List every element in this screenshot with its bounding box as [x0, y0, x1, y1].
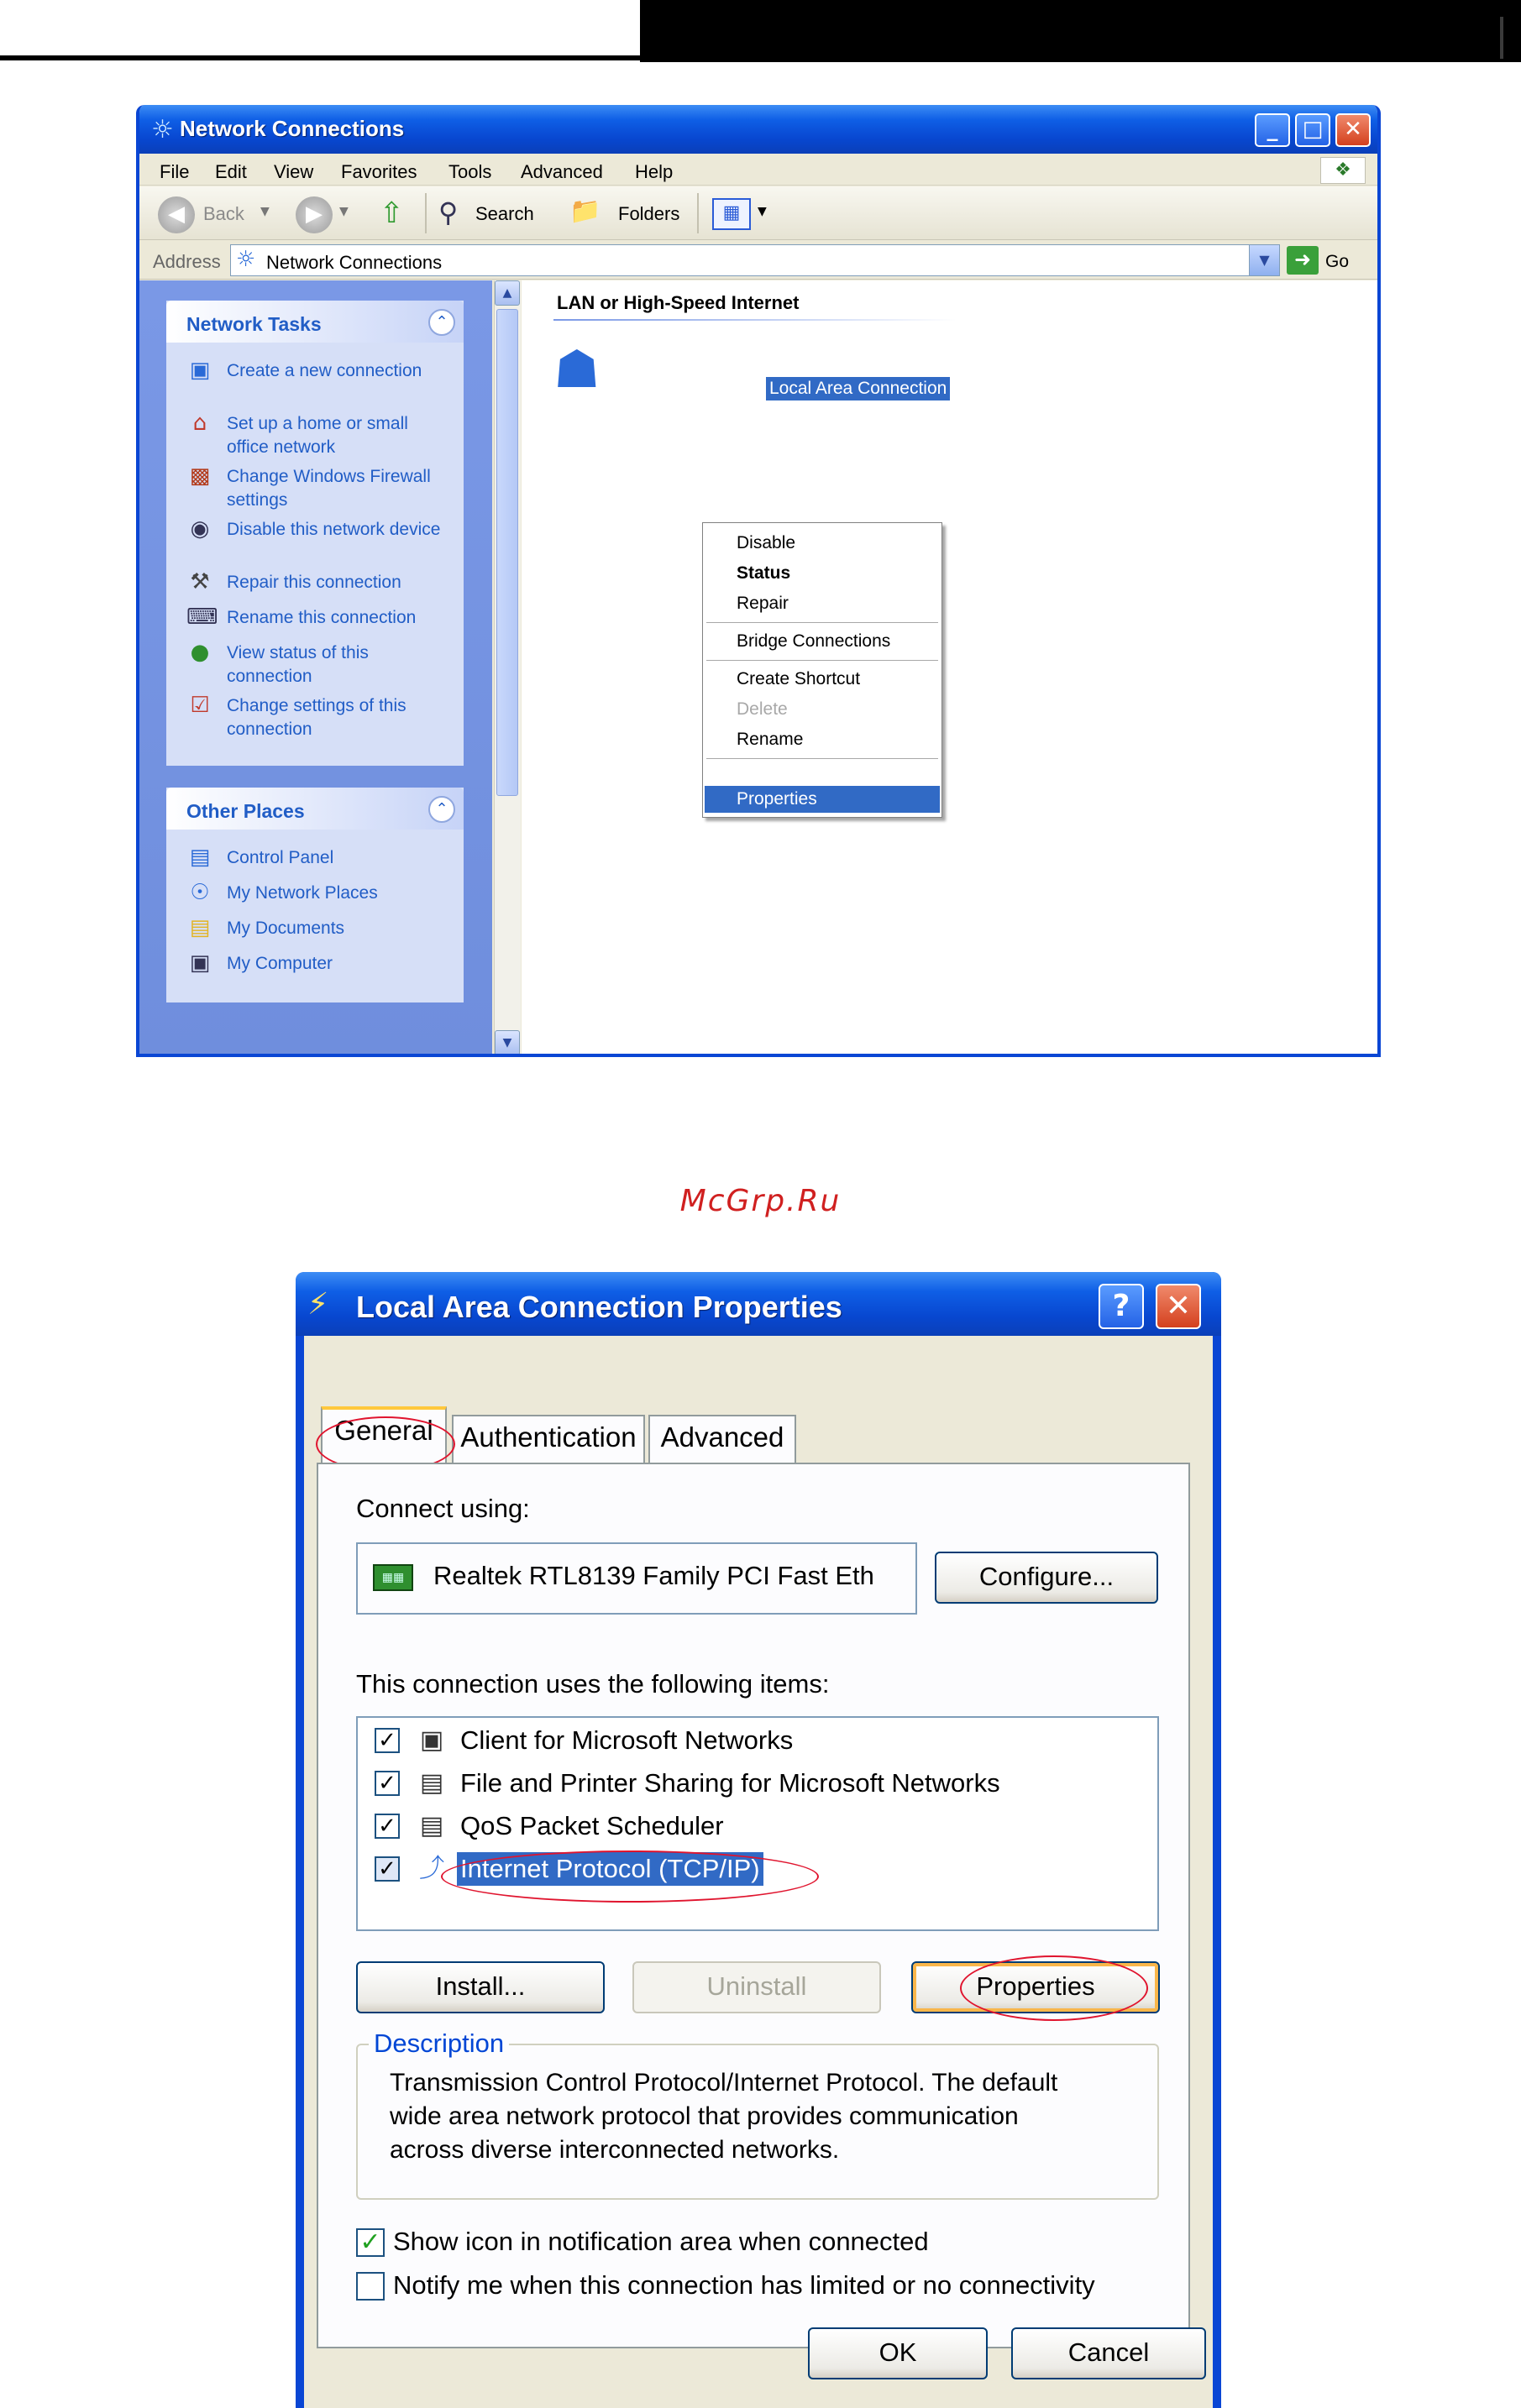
task-create-connection[interactable]	[186, 358, 455, 405]
collapse-chevron-icon[interactable]: ⌃	[428, 309, 455, 336]
address-value: Network Connections	[266, 252, 443, 273]
properties-dialog	[296, 1272, 1221, 2408]
place-documents[interactable]	[186, 915, 455, 944]
folder-up-icon[interactable]: ⇧	[380, 196, 404, 230]
settings-icon: ☑	[190, 693, 210, 718]
notify-checkbox[interactable]	[356, 2272, 385, 2301]
cancel-button[interactable]: Cancel	[1011, 2327, 1206, 2379]
watermark: McGrp.Ru	[679, 1184, 842, 1218]
menu-advanced[interactable]: Advanced	[521, 161, 603, 182]
go-button[interactable]: Go	[1325, 252, 1350, 271]
place-label: Control Panel	[227, 848, 334, 867]
go-arrow-icon[interactable]: ➜	[1287, 246, 1319, 275]
computer-icon: ▣	[419, 1725, 444, 1755]
task-label: Create a new connection	[227, 361, 422, 380]
task-label: Rename this connection	[227, 608, 417, 627]
rename-icon: ⌨	[186, 605, 218, 630]
search-button[interactable]: Search	[475, 203, 534, 224]
lan-connection-icon[interactable]: ☗	[553, 338, 601, 400]
menu-separator	[706, 660, 938, 661]
menu-item-properties[interactable]: Properties	[705, 786, 940, 813]
item-label: QoS Packet Scheduler	[460, 1811, 724, 1840]
printer-icon: ▤	[419, 1768, 444, 1798]
tab-authentication[interactable]: Authentication	[452, 1415, 645, 1463]
task-home-network[interactable]	[186, 411, 455, 458]
address-label: Address	[153, 251, 221, 272]
description-line: across diverse interconnected networks.	[390, 2136, 840, 2164]
folders-button[interactable]: Folders	[618, 203, 680, 224]
network-tasks-body	[166, 343, 464, 766]
dialog-close-button[interactable]: ✕	[1156, 1284, 1201, 1329]
disable-device-icon: ◉	[190, 516, 210, 542]
show-icon-checkbox[interactable]: ✓	[356, 2228, 385, 2257]
checkbox-client[interactable]: ✓	[375, 1728, 400, 1753]
tab-general[interactable]: General	[321, 1406, 447, 1465]
install-button[interactable]: Install...	[356, 1961, 605, 2013]
place-label: My Network Places	[227, 883, 378, 903]
close-button[interactable]: ✕	[1335, 113, 1371, 147]
description-line: wide area network protocol that provides communication	[390, 2102, 1019, 2130]
title-bar	[139, 105, 1377, 154]
task-disable-device[interactable]	[186, 516, 455, 563]
scroll-up-icon[interactable]: ▲	[495, 280, 520, 306]
list-item-file-sharing[interactable]	[375, 1764, 1130, 1803]
connections-view	[522, 280, 1377, 1057]
menu-file[interactable]: File	[160, 161, 190, 182]
menu-edit[interactable]: Edit	[215, 161, 247, 182]
maximize-button[interactable]: □	[1295, 113, 1330, 147]
network-adapter-icon: ▦▦	[373, 1564, 413, 1591]
back-dropdown-icon[interactable]: ▼	[260, 205, 270, 218]
menu-tools[interactable]: Tools	[448, 161, 492, 182]
task-firewall[interactable]	[186, 463, 455, 510]
checkbox-tcpip[interactable]: ✓	[375, 1856, 400, 1882]
protocol-icon: ⤴	[419, 1854, 444, 1883]
place-control-panel[interactable]	[186, 845, 455, 873]
network-places-icon: ☉	[190, 880, 210, 905]
menu-item-create-shortcut[interactable]: Create Shortcut	[737, 669, 861, 688]
menu-item-delete: Delete	[737, 699, 788, 719]
control-panel-icon: ▤	[189, 845, 211, 870]
minimize-button[interactable]: _	[1255, 113, 1290, 147]
menu-item-rename[interactable]: Rename	[737, 730, 804, 749]
task-change-settings[interactable]	[186, 693, 455, 740]
firewall-icon: ▩	[189, 463, 211, 489]
other-places-title: Other Places	[186, 800, 305, 822]
general-tab-page	[317, 1463, 1190, 2348]
address-bar	[139, 241, 1377, 280]
vertical-scrollbar[interactable]	[494, 280, 521, 1057]
address-dropdown-icon[interactable]: ▼	[1249, 245, 1279, 275]
menu-separator	[706, 622, 938, 623]
toolbar	[139, 186, 1377, 240]
menu-view[interactable]: View	[274, 161, 314, 182]
other-places-panel	[166, 788, 464, 1002]
tab-advanced[interactable]: Advanced	[648, 1415, 796, 1463]
item-label: File and Printer Sharing for Microsoft Networks	[460, 1768, 1000, 1798]
properties-button[interactable]: Properties	[911, 1961, 1160, 2013]
network-tasks-panel	[166, 301, 464, 766]
network-tasks-header[interactable]	[166, 301, 464, 343]
scroll-thumb[interactable]	[496, 309, 518, 796]
other-places-body	[166, 830, 464, 1002]
computer-icon: ▣	[189, 950, 211, 976]
documents-icon: ▤	[189, 915, 211, 940]
header-rule	[0, 55, 640, 60]
folders-icon[interactable]: 📁	[569, 196, 601, 226]
task-label: Set up a home or small office network	[227, 414, 408, 457]
dialog-body	[304, 1336, 1213, 2408]
status-icon: ●	[190, 640, 210, 665]
ok-button[interactable]: OK	[808, 2327, 988, 2379]
scheduler-icon: ▤	[419, 1811, 444, 1840]
network-connection-icon: ⚡	[307, 1287, 329, 1322]
items-label: This connection uses the following items:	[356, 1669, 830, 1699]
list-item-qos[interactable]	[375, 1807, 1130, 1845]
network-connections-window	[136, 105, 1381, 1057]
network-connections-icon: ☼	[236, 247, 256, 272]
help-button[interactable]: ?	[1099, 1284, 1144, 1329]
task-view-status[interactable]	[186, 640, 455, 687]
uninstall-button: Uninstall	[632, 1961, 881, 2013]
network-tasks-title: Network Tasks	[186, 313, 322, 335]
toolbar-separator	[697, 193, 699, 233]
highlight-circle-tcpip	[441, 1850, 819, 1903]
back-arrow-icon[interactable]: ◀	[158, 196, 195, 233]
group-title: LAN or High-Speed Internet	[557, 292, 800, 313]
other-places-header[interactable]	[166, 788, 464, 830]
menu-favorites[interactable]: Favorites	[341, 161, 417, 182]
toolbar-separator	[425, 193, 427, 233]
show-icon-label: Show icon in notification area when connected	[393, 2227, 929, 2256]
menu-bar	[139, 154, 1377, 186]
task-label: Change settings of this connection	[227, 696, 406, 739]
menu-separator	[706, 758, 938, 759]
item-label: Client for Microsoft Networks	[460, 1725, 794, 1755]
task-label: Change Windows Firewall settings	[227, 467, 431, 510]
header-band	[640, 0, 1521, 62]
description-line: Transmission Control Protocol/Internet Protocol. The default	[390, 2069, 1058, 2097]
network-connections-icon: ☼	[151, 115, 174, 144]
forward-arrow-icon[interactable]: ▶	[296, 196, 333, 233]
task-label: Disable this network device	[227, 520, 441, 539]
context-menu	[702, 522, 942, 818]
search-icon[interactable]: ⚲	[438, 196, 459, 228]
task-rename[interactable]	[186, 605, 455, 633]
dialog-title: Local Area Connection Properties	[356, 1290, 842, 1324]
views-icon[interactable]: ▦	[712, 198, 751, 230]
lan-connection-label[interactable]: Local Area Connection	[766, 377, 950, 400]
back-button[interactable]: Back	[203, 203, 244, 224]
task-label: View status of this connection	[227, 643, 369, 686]
windows-logo-icon: ❖	[1320, 157, 1366, 184]
repair-icon: ⚒	[190, 569, 210, 594]
menu-item-status[interactable]: Status	[737, 563, 791, 583]
views-dropdown-icon[interactable]: ▼	[758, 205, 767, 218]
configure-button[interactable]: Configure...	[935, 1552, 1158, 1604]
checkbox-qos[interactable]: ✓	[375, 1814, 400, 1839]
menu-help[interactable]: Help	[635, 161, 674, 182]
connect-using-label: Connect using:	[356, 1494, 530, 1523]
dialog-title-bar	[296, 1272, 1221, 1336]
place-label: My Documents	[227, 919, 345, 938]
new-connection-icon: ▣	[189, 358, 211, 383]
place-label: My Computer	[227, 954, 333, 973]
highlight-circle-properties	[960, 1955, 1148, 2021]
forward-dropdown-icon[interactable]: ▼	[339, 205, 349, 218]
adapter-name: Realtek RTL8139 Family PCI Fast Eth	[433, 1561, 874, 1590]
adapter-field	[356, 1542, 917, 1615]
window-title: Network Connections	[180, 116, 405, 141]
home-network-icon: ⌂	[192, 411, 207, 436]
group-divider	[553, 319, 957, 321]
menu-item-repair[interactable]: Repair	[737, 594, 789, 613]
menu-item-bridge[interactable]: Bridge Connections	[737, 631, 891, 651]
task-repair[interactable]	[186, 569, 455, 598]
collapse-chevron-icon[interactable]: ⌃	[428, 796, 455, 823]
scroll-down-icon[interactable]: ▼	[495, 1030, 520, 1055]
description-label: Description	[369, 2028, 509, 2059]
item-label: Internet Protocol (TCP/IP)	[457, 1852, 763, 1886]
header-mark	[1500, 17, 1503, 59]
notify-label: Notify me when this connection has limited or no connectivity	[393, 2270, 1095, 2300]
task-pane	[139, 280, 492, 1057]
address-field[interactable]	[230, 244, 1280, 276]
task-label: Repair this connection	[227, 573, 401, 592]
place-computer[interactable]	[186, 950, 455, 979]
menu-item-disable[interactable]: Disable	[737, 533, 796, 552]
place-network-places[interactable]	[186, 880, 455, 908]
list-item-client[interactable]	[375, 1721, 1130, 1760]
checkbox-file-sharing[interactable]: ✓	[375, 1771, 400, 1796]
components-list	[356, 1716, 1159, 1931]
